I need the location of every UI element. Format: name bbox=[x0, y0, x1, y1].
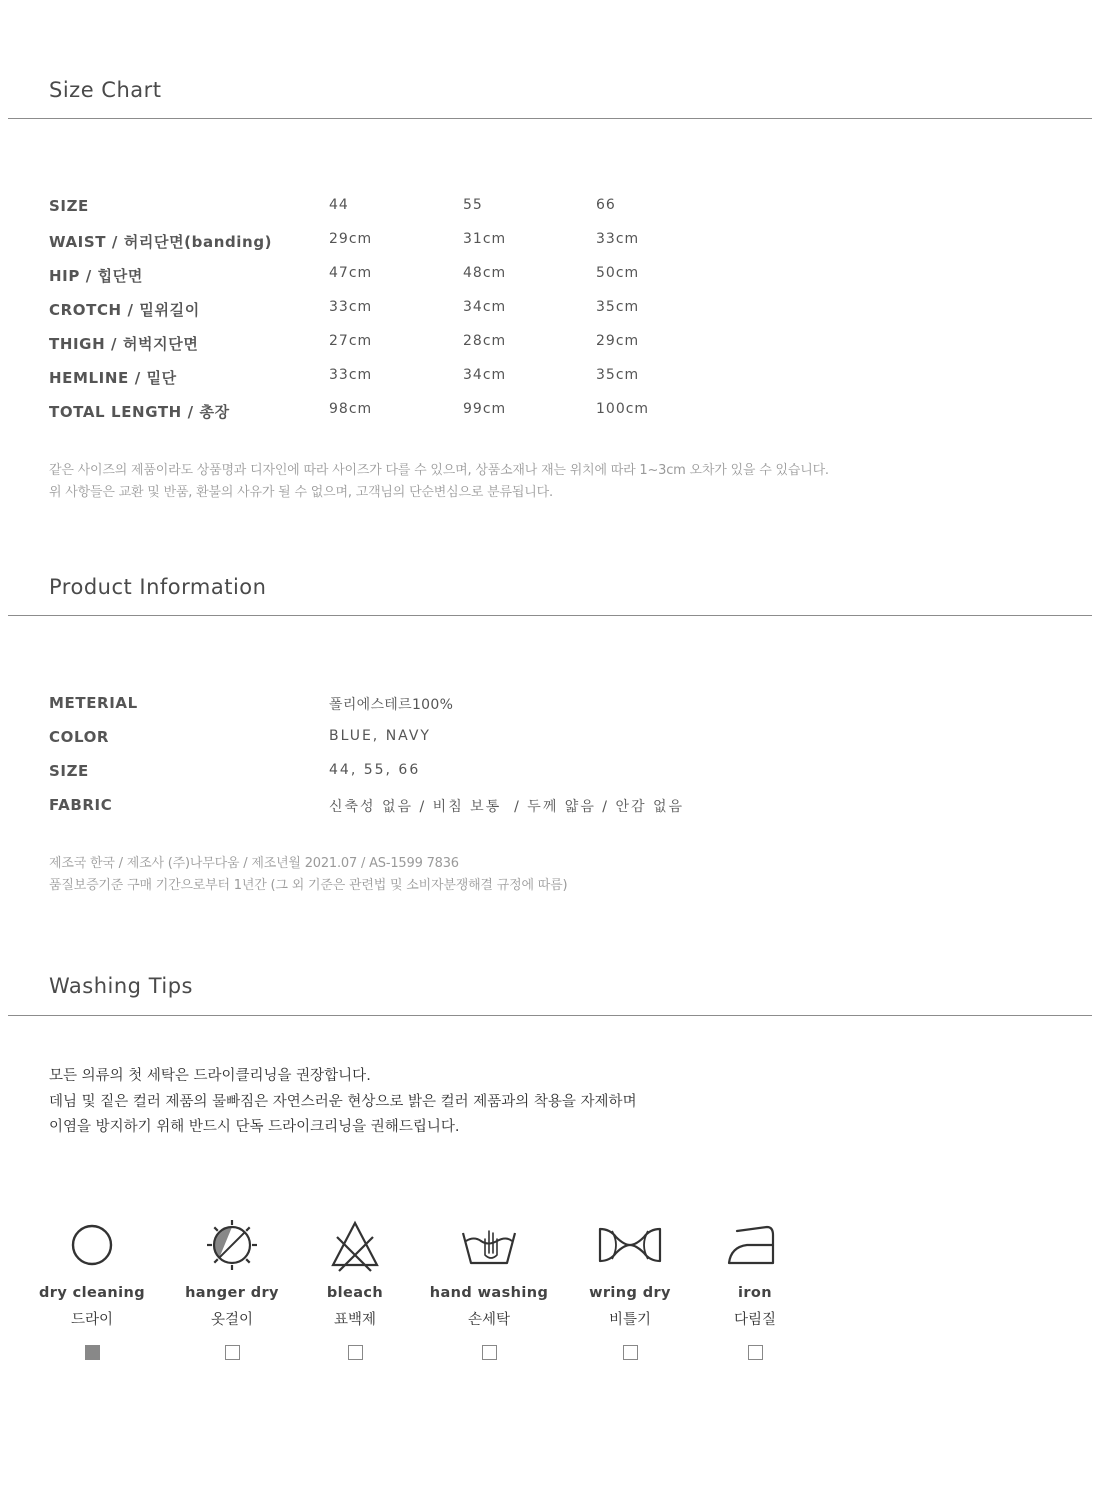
hanger-dry-icon bbox=[162, 1215, 302, 1275]
value-55: 48cm bbox=[463, 265, 507, 281]
washing-line-2: 데님 및 짙은 컬러 제품의 물빠짐은 자연스러운 현상으로 밝은 컬러 제품과의 착용을 자제하며 bbox=[49, 1093, 637, 1110]
tip-checkbox[interactable] bbox=[623, 1345, 638, 1360]
color-row bbox=[49, 728, 949, 750]
value-66: 35cm bbox=[596, 367, 640, 383]
tip-hand-washing bbox=[419, 1215, 559, 1360]
value-66: 33cm bbox=[596, 231, 640, 247]
row-value: 44, 55, 66 bbox=[329, 762, 421, 778]
row-label: CROTCH / 밑위길이 bbox=[49, 301, 200, 319]
total-length-row bbox=[49, 401, 949, 423]
tip-bleach bbox=[285, 1215, 425, 1360]
crotch-row bbox=[49, 299, 949, 321]
row-label: HEMLINE / 밑단 bbox=[49, 369, 177, 387]
row-label: FABRIC bbox=[49, 796, 113, 814]
tip-checkbox[interactable] bbox=[482, 1345, 497, 1360]
value-66: 66 bbox=[596, 197, 616, 213]
row-label: METERIAL bbox=[49, 694, 138, 712]
size-chart-divider bbox=[8, 118, 1092, 119]
tip-wring-dry bbox=[560, 1215, 700, 1360]
value-55: 28cm bbox=[463, 333, 507, 349]
value-66: 35cm bbox=[596, 299, 640, 315]
tip-checkbox[interactable] bbox=[225, 1345, 240, 1360]
value-44: 44 bbox=[329, 197, 349, 213]
hand-wash-icon bbox=[419, 1215, 559, 1275]
tip-label-en: dry cleaning bbox=[38, 1285, 145, 1301]
tip-label-en: bleach bbox=[326, 1285, 384, 1301]
washing-line-1: 모든 의류의 첫 세탁은 드라이클리닝을 권장합니다. bbox=[49, 1068, 371, 1084]
tip-label-ko: 옷걸이 bbox=[210, 1312, 254, 1328]
no-bleach-icon bbox=[285, 1215, 425, 1275]
tip-checkbox[interactable] bbox=[348, 1345, 363, 1360]
value-44: 33cm bbox=[329, 367, 373, 383]
value-66: 29cm bbox=[596, 333, 640, 349]
wring-dry-icon bbox=[560, 1215, 700, 1275]
value-55: 34cm bbox=[463, 367, 507, 383]
row-value: 신축성 없음 / 비침 보통 / 두께 얇음 / 안감 없음 bbox=[329, 799, 685, 815]
row-label: COLOR bbox=[49, 728, 110, 746]
value-44: 27cm bbox=[329, 333, 373, 349]
value-55: 55 bbox=[463, 197, 483, 213]
size-chart-note bbox=[49, 460, 829, 504]
dry-cleaning-icon bbox=[22, 1215, 162, 1275]
value-55: 34cm bbox=[463, 299, 507, 315]
washing-tips-grid bbox=[0, 1215, 1100, 1375]
tip-iron bbox=[685, 1215, 825, 1360]
tip-label-en: wring dry bbox=[589, 1285, 671, 1301]
row-label: HIP / 힙단면 bbox=[49, 267, 143, 285]
product-note-line-2: 품질보증기준 구매 기간으로부터 1년간 (그 외 기준은 관련법 및 소비자분쟁해결 규정에 따름) bbox=[49, 878, 568, 893]
iron-icon bbox=[685, 1215, 825, 1275]
tip-label-ko: 다림질 bbox=[733, 1312, 777, 1328]
washing-instructions bbox=[49, 1064, 637, 1141]
row-label: TOTAL LENGTH / 총장 bbox=[49, 403, 230, 421]
hip-row bbox=[49, 265, 949, 287]
waist-row bbox=[49, 231, 949, 253]
value-55: 31cm bbox=[463, 231, 507, 247]
value-44: 29cm bbox=[329, 231, 373, 247]
hemline-row bbox=[49, 367, 949, 389]
value-44: 98cm bbox=[329, 401, 373, 417]
tip-checkbox[interactable] bbox=[85, 1345, 100, 1360]
value-55: 99cm bbox=[463, 401, 507, 417]
row-value: 폴리에스테르100% bbox=[329, 697, 454, 713]
value-66: 100cm bbox=[596, 401, 650, 417]
tip-label-en: iron bbox=[737, 1285, 772, 1301]
product-info-divider bbox=[8, 615, 1092, 616]
tip-hanger-dry bbox=[162, 1215, 302, 1360]
row-label: SIZE bbox=[49, 197, 89, 215]
size-row bbox=[49, 762, 949, 784]
size-chart-title: Size Chart bbox=[49, 78, 162, 102]
washing-tips-divider bbox=[8, 1015, 1092, 1016]
fabric-row bbox=[49, 796, 949, 818]
washing-line-3: 이염을 방지하기 위해 반드시 단독 드라이크리닝을 권해드립니다. bbox=[49, 1119, 460, 1135]
size-row bbox=[49, 197, 949, 219]
product-note-line-1: 제조국 한국 / 제조사 (주)나무다움 / 제조년월 2021.07 / AS-1599 7836 bbox=[49, 856, 459, 871]
size-note-line-1: 같은 사이즈의 제품이라도 상품명과 디자인에 따라 사이즈가 다를 수 있으며, 상품소재나 재는 위치에 따라 1~3cm 오차가 있을 수 있습니다. bbox=[49, 463, 829, 478]
value-44: 47cm bbox=[329, 265, 373, 281]
tip-label-en: hanger dry bbox=[185, 1285, 279, 1301]
row-label: THIGH / 허벅지단면 bbox=[49, 335, 199, 353]
tip-label-en: hand washing bbox=[429, 1285, 549, 1301]
value-44: 33cm bbox=[329, 299, 373, 315]
tip-label-ko: 표백제 bbox=[333, 1312, 377, 1328]
row-label: WAIST / 허리단면(banding) bbox=[49, 233, 273, 251]
product-info-title: Product Information bbox=[49, 575, 267, 599]
tip-dry-cleaning bbox=[22, 1215, 162, 1360]
washing-tips-title: Washing Tips bbox=[49, 974, 193, 998]
thigh-row bbox=[49, 333, 949, 355]
size-note-line-2: 위 사항들은 교환 및 반품, 환불의 사유가 될 수 없으며, 고객님의 단순변심으로 분류됩니다. bbox=[49, 485, 553, 500]
product-info-note bbox=[49, 853, 567, 897]
row-value: BLUE, NAVY bbox=[329, 728, 431, 744]
tip-checkbox[interactable] bbox=[748, 1345, 763, 1360]
material-row bbox=[49, 694, 949, 716]
tip-label-ko: 손세탁 bbox=[467, 1312, 511, 1328]
tip-label-ko: 비틀기 bbox=[608, 1312, 652, 1328]
row-label: SIZE bbox=[49, 762, 89, 780]
value-66: 50cm bbox=[596, 265, 640, 281]
tip-label-ko: 드라이 bbox=[70, 1312, 114, 1328]
